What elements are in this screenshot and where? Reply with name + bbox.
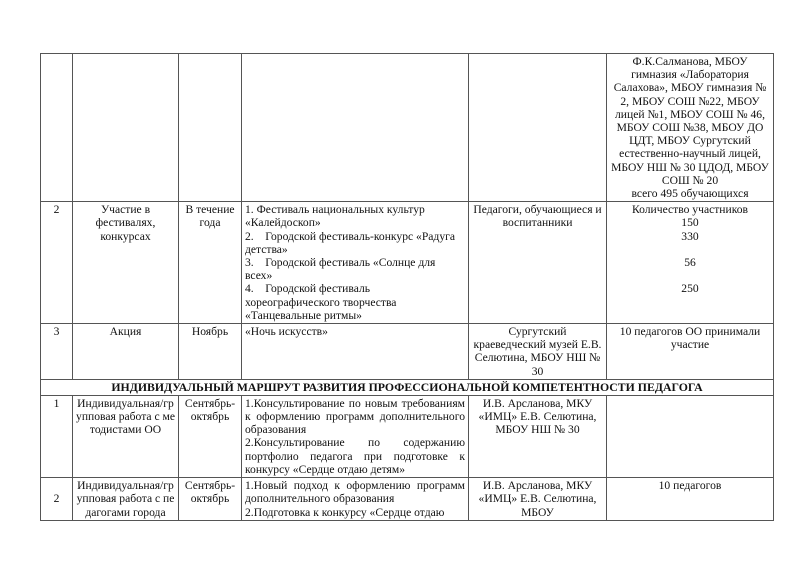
- cell-num: 2: [41, 478, 73, 521]
- cell-num: [41, 54, 73, 202]
- count-value: 150: [681, 216, 699, 230]
- cell-form: [73, 54, 179, 202]
- section-header-row: [41, 379, 774, 395]
- event-item: 4. Городской фестиваль хореографического творчества «Танцевальные ритмы»: [245, 282, 397, 322]
- cell-result: [607, 395, 774, 477]
- cell-responsible: И.В. Арсланова, МКУ «ИМЦ» Е.В. Селютина, МБОУ: [469, 478, 607, 521]
- cell-events: «Ночь искусств»: [242, 324, 469, 380]
- count-value: 250: [681, 282, 699, 296]
- event-item: 2.Подготовка к конкурсу «Сердце отдаю: [245, 505, 445, 519]
- cell-responsible: [469, 54, 607, 202]
- event-item: 1. Фестиваль национальных культур «Калейдоскоп»: [245, 203, 425, 230]
- cell-period: Ноябрь: [179, 324, 242, 380]
- cell-responsible: Сургутский краеведческий музей Е.В. Селютина, МБОУ НШ № 30: [469, 324, 607, 380]
- event-item: 2. Городской фестиваль-конкурс «Радуга детства»: [245, 229, 456, 256]
- result-title: Количество участников: [631, 203, 749, 217]
- cell-period: [179, 54, 242, 202]
- event-item: 1.Новый подход к оформлению программ дополнительного образования: [245, 479, 465, 506]
- count-value: 56: [684, 255, 696, 269]
- event-item: 1.Консультирование по новым требованиям к оформлению программ дополнительного образования: [245, 396, 465, 437]
- count-value: 330: [681, 229, 699, 243]
- cell-responsible: И.В. Арсланова, МКУ «ИМЦ» Е.В. Селютина, МБОУ НШ № 30: [469, 395, 607, 477]
- cell-events: [242, 54, 469, 202]
- cell-form: Акция: [73, 324, 179, 380]
- cell-result: 10 педагогов ОО принимали участие: [607, 324, 774, 380]
- participant-total: всего 495 обучающихся: [631, 187, 749, 201]
- cell-result: [607, 54, 774, 202]
- cell-form: Индивидуальная/групповая работа с методистами ОО: [73, 395, 179, 477]
- table-row: [41, 478, 774, 521]
- cell-events: [242, 395, 469, 477]
- event-item: 2.Консультирование по содержанию портфолио педагога при подготовке к конкурсу «Сердце отдаю детям»: [245, 436, 465, 476]
- cell-form: Индивидуальная/групповая работа с педагогами города: [73, 478, 179, 521]
- cell-num: 2: [41, 202, 73, 324]
- cell-result: [607, 202, 774, 324]
- event-item: 3. Городской фестиваль «Солнце для всех»: [245, 256, 436, 283]
- table-row: [41, 54, 774, 202]
- table-row: [41, 202, 774, 324]
- table-row: [41, 324, 774, 380]
- cell-num: 3: [41, 324, 73, 380]
- cell-period: Сентябрь-октябрь: [179, 395, 242, 477]
- cell-result: 10 педагогов: [607, 478, 774, 521]
- table-row: [41, 395, 774, 477]
- section-header: ИНДИВИДУАЛЬНЫЙ МАРШРУТ РАЗВИТИЯ ПРОФЕССИОНАЛЬНОЙ КОМПЕТЕНТНОСТИ ПЕДАГОГА: [41, 379, 774, 395]
- cell-num: 1: [41, 395, 73, 477]
- cell-form: Участие в фестивалях, конкурсах: [73, 202, 179, 324]
- cell-period: В течение года: [179, 202, 242, 324]
- cell-events: [242, 202, 469, 324]
- cell-audience: Педагоги, обучающиеся и воспитанники: [469, 202, 607, 324]
- participant-list: Ф.К.Салманова, МБОУ гимназия «Лаборатория Салахова», МБОУ гимназия № 2, МБОУ СОШ №22, МБОУ лицей №1, МБОУ СОШ № 46, МБОУ СОШ №38, МБОУ ДО ЦДТ, МБОУ Сургутский естественно-научный лицей, МБОУ НШ № 30 ЦДОД, МБОУ СОШ № 20: [611, 55, 769, 187]
- plan-table: [40, 53, 774, 521]
- cell-events: [242, 478, 469, 521]
- cell-period: Сентябрь-октябрь: [179, 478, 242, 521]
